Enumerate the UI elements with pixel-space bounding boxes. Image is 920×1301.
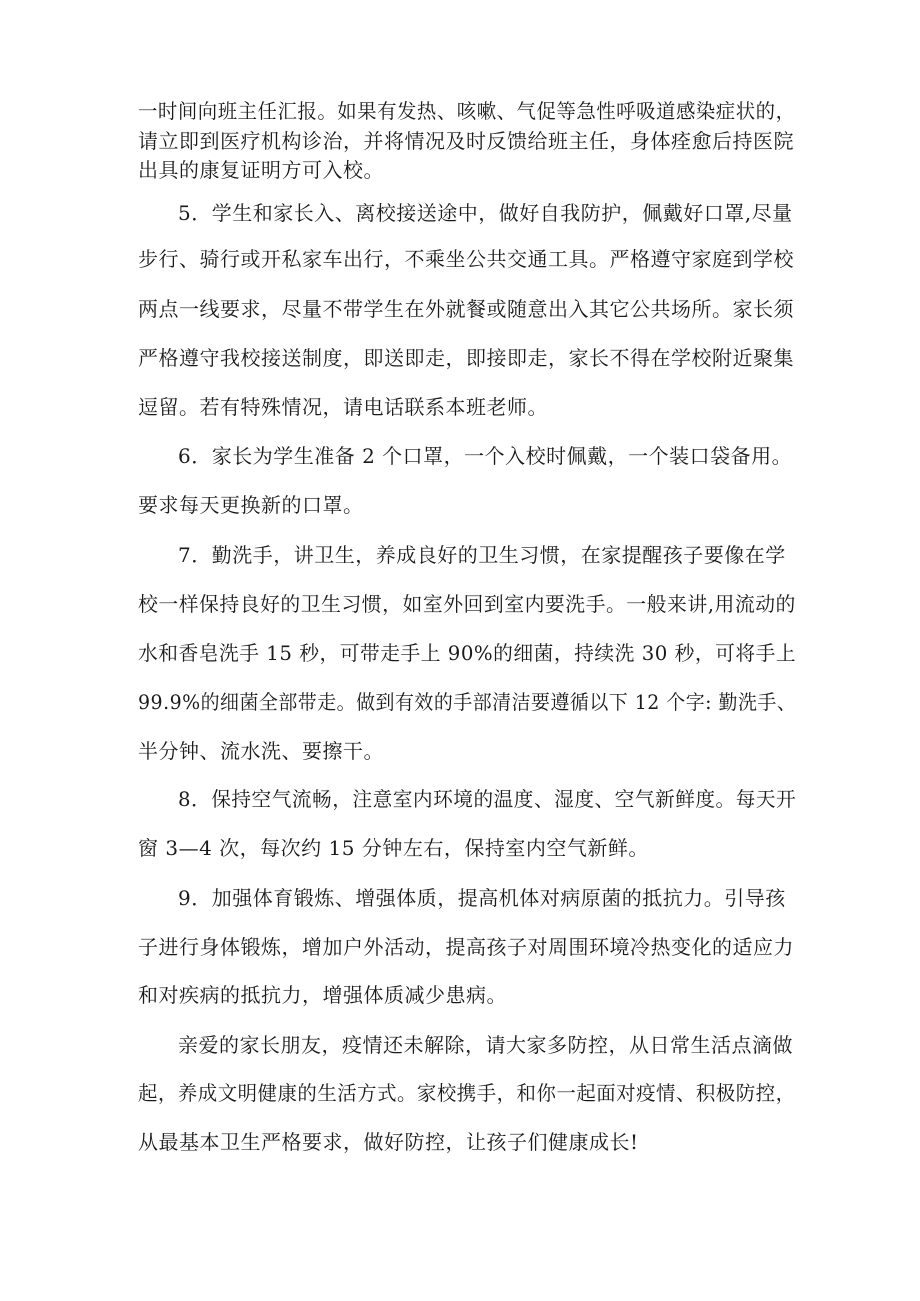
text-line: 半分钟、流水洗、要擦干。 <box>138 739 384 763</box>
text-line: 5．学生和家长入、离校接送途中，做好自我防护，佩戴好口罩,尽量 <box>178 201 793 225</box>
text-line: 起，养成文明健康的生活方式。家校携手，和你一起面对疫情、积极防控， <box>138 1081 796 1105</box>
text-line: 9．加强体育锻炼、增强体质，提高机体对病原菌的抵抗力。引导孩 <box>178 886 786 910</box>
text-line: 子进行身体锻炼，增加户外活动，提高孩子对周围环境冷热变化的适应力 <box>138 935 794 959</box>
text-line: 和对疾病的抵抗力，增强体质减少患病。 <box>138 983 507 1007</box>
text-line: 步行、骑行或开私家车出行，不乘坐公共交通工具。严格遵守家庭到学校 <box>138 247 794 271</box>
text-line: 一时间向班主任汇报。如果有发热、咳嗽、气促等急性呼吸道感染症状的， <box>138 99 796 123</box>
text-line: 严格遵守我校接送制度，即送即走，即接即走，家长不得在学校附近聚集 <box>138 346 794 370</box>
text-line: 从最基本卫生严格要求，做好防控，让孩子们健康成长! <box>138 1130 639 1154</box>
text-line: 校一样保持良好的卫生习惯，如室外回到室内要洗手。一般来讲,用流动的 <box>138 592 796 616</box>
text-line: 要求每天更换新的口罩。 <box>138 493 364 517</box>
text-line: 8．保持空气流畅，注意室内环境的温度、湿度、空气新鲜度。每天开 <box>178 787 797 811</box>
text-line: 99.9%的细菌全部带走。做到有效的手部清洁要遵循以下 12 个字: 勤洗手、 <box>138 690 797 714</box>
text-line: 两点一线要求，尽量不带学生在外就餐或随意出入其它公共场所。家长须 <box>138 297 794 321</box>
text-line: 出具的康复证明方可入校。 <box>138 158 384 182</box>
text-line: 请立即到医疗机构诊治，并将情况及时反馈给班主任，身体痊愈后持医院 <box>138 129 794 153</box>
text-line: 水和香皂洗手 15 秒，可带走手上 90%的细菌，持续洗 30 秒，可将手上 <box>138 641 797 665</box>
text-line: 6．家长为学生准备 2 个口罩，一个入校时佩戴，一个装口袋备用。 <box>178 444 793 468</box>
text-line: 亲爱的家长朋友，疫情还未解除，请大家多防控，从日常生活点滴做 <box>178 1033 793 1057</box>
text-line: 逗留。若有特殊情况，请电话联系本班老师。 <box>138 395 548 419</box>
text-line: 7．勤洗手，讲卫生，养成良好的卫生习惯，在家提醒孩子要像在学 <box>178 543 786 567</box>
text-line: 窗 3—4 次，每次约 15 分钟左右，保持室内空气新鲜。 <box>138 836 649 860</box>
